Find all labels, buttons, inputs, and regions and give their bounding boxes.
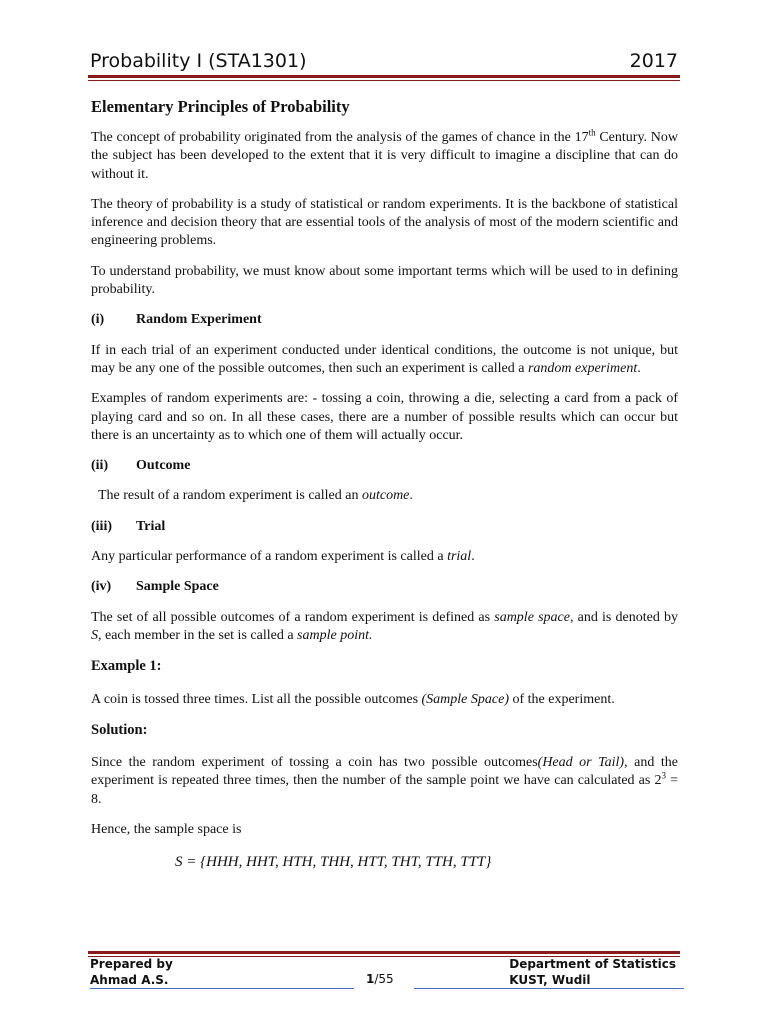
hence-text: Hence, the sample space is bbox=[91, 822, 242, 838]
footer-rule-thick bbox=[88, 951, 680, 954]
page-header bbox=[90, 50, 678, 72]
solution-paragraph: Since the random experiment of tossing a coin has two possible outcomes(Head or Tail), and the experiment is repeated three times, then the number of the sample point we have can calculated as $2^3 = 8$. bbox=[91, 755, 678, 807]
section-title: Elementary Principles of Probability bbox=[91, 97, 350, 116]
footer-author: Prepared by Ahmad A.S. bbox=[90, 957, 173, 987]
term-heading-random-experiment: (i) Random Experiment bbox=[91, 312, 262, 328]
term-heading-outcome: (ii) Outcome bbox=[91, 458, 191, 474]
outcome-definition: The result of a random experiment is called an outcome. bbox=[98, 488, 413, 504]
random-experiment-definition: If in each trial of an experiment conducted under identical conditions, the outcome is not unique, but may be any one of the possible outcomes, then such an experiment is called a random experiment. bbox=[91, 342, 678, 376]
superscript-th: th bbox=[588, 127, 596, 138]
term-heading-trial: (iii) Trial bbox=[91, 518, 166, 534]
example-question: A coin is tossed three times. List all the possible outcomes (Sample Space) of the experiment. bbox=[91, 691, 615, 707]
symbol-s: S bbox=[91, 627, 98, 643]
footer-department: Department of Statistics KUST, Wudil bbox=[509, 957, 676, 987]
intro-paragraph-2: The theory of probability is a study of statistical or random experiments. It is the backbone of statistical inference and decision theory that are essential tools of the analysis of most of the modern scientific and engineering problems. bbox=[91, 196, 678, 249]
random-experiment-examples: Examples of random experiments are: - tossing a coin, throwing a die, selecting a card from a pack of playing card and so on. In all these cases, there are a number of possible results which can occur but there is an uncertainty as to which one of them will actually occur. bbox=[91, 391, 678, 443]
intro-paragraph-3: To understand probability, we must know about some important terms which will be used to in defining probability. bbox=[91, 263, 678, 298]
power-base: 2 bbox=[654, 773, 662, 789]
power-exponent: 3 bbox=[661, 770, 666, 781]
intro-paragraph-1: The concept of probability originated from the analysis of the games of chance in the 17th Century. Now the subject has been developed to the extent that it is very difficult to imagine a discipline that can do without it. bbox=[91, 127, 678, 182]
trial-definition: Any particular performance of a random experiment is called a trial. bbox=[91, 549, 475, 565]
footer-underline-left bbox=[90, 988, 354, 989]
header-year: 2017 bbox=[629, 50, 678, 72]
header-rule-thick bbox=[88, 75, 680, 78]
course-title: Probability I (STA1301) bbox=[90, 50, 307, 72]
sample-space-definition: The set of all possible outcomes of a random experiment is defined as sample space, and is denoted by S, each member in the set is called a sample point. bbox=[91, 609, 678, 643]
term-heading-sample-space: (iv) Sample Space bbox=[91, 579, 219, 595]
document-body bbox=[91, 96, 678, 872]
example-label: Example 1: bbox=[91, 658, 162, 675]
footer-underline-right bbox=[414, 988, 684, 989]
solution-label: Solution: bbox=[91, 721, 148, 738]
sample-space-formula: S = {HHH, HHT, HTH, THH, HTT, THT, TTH, TTT} bbox=[175, 854, 492, 871]
page-number: 1/55 bbox=[366, 972, 394, 986]
header-rule-thin bbox=[88, 80, 680, 81]
